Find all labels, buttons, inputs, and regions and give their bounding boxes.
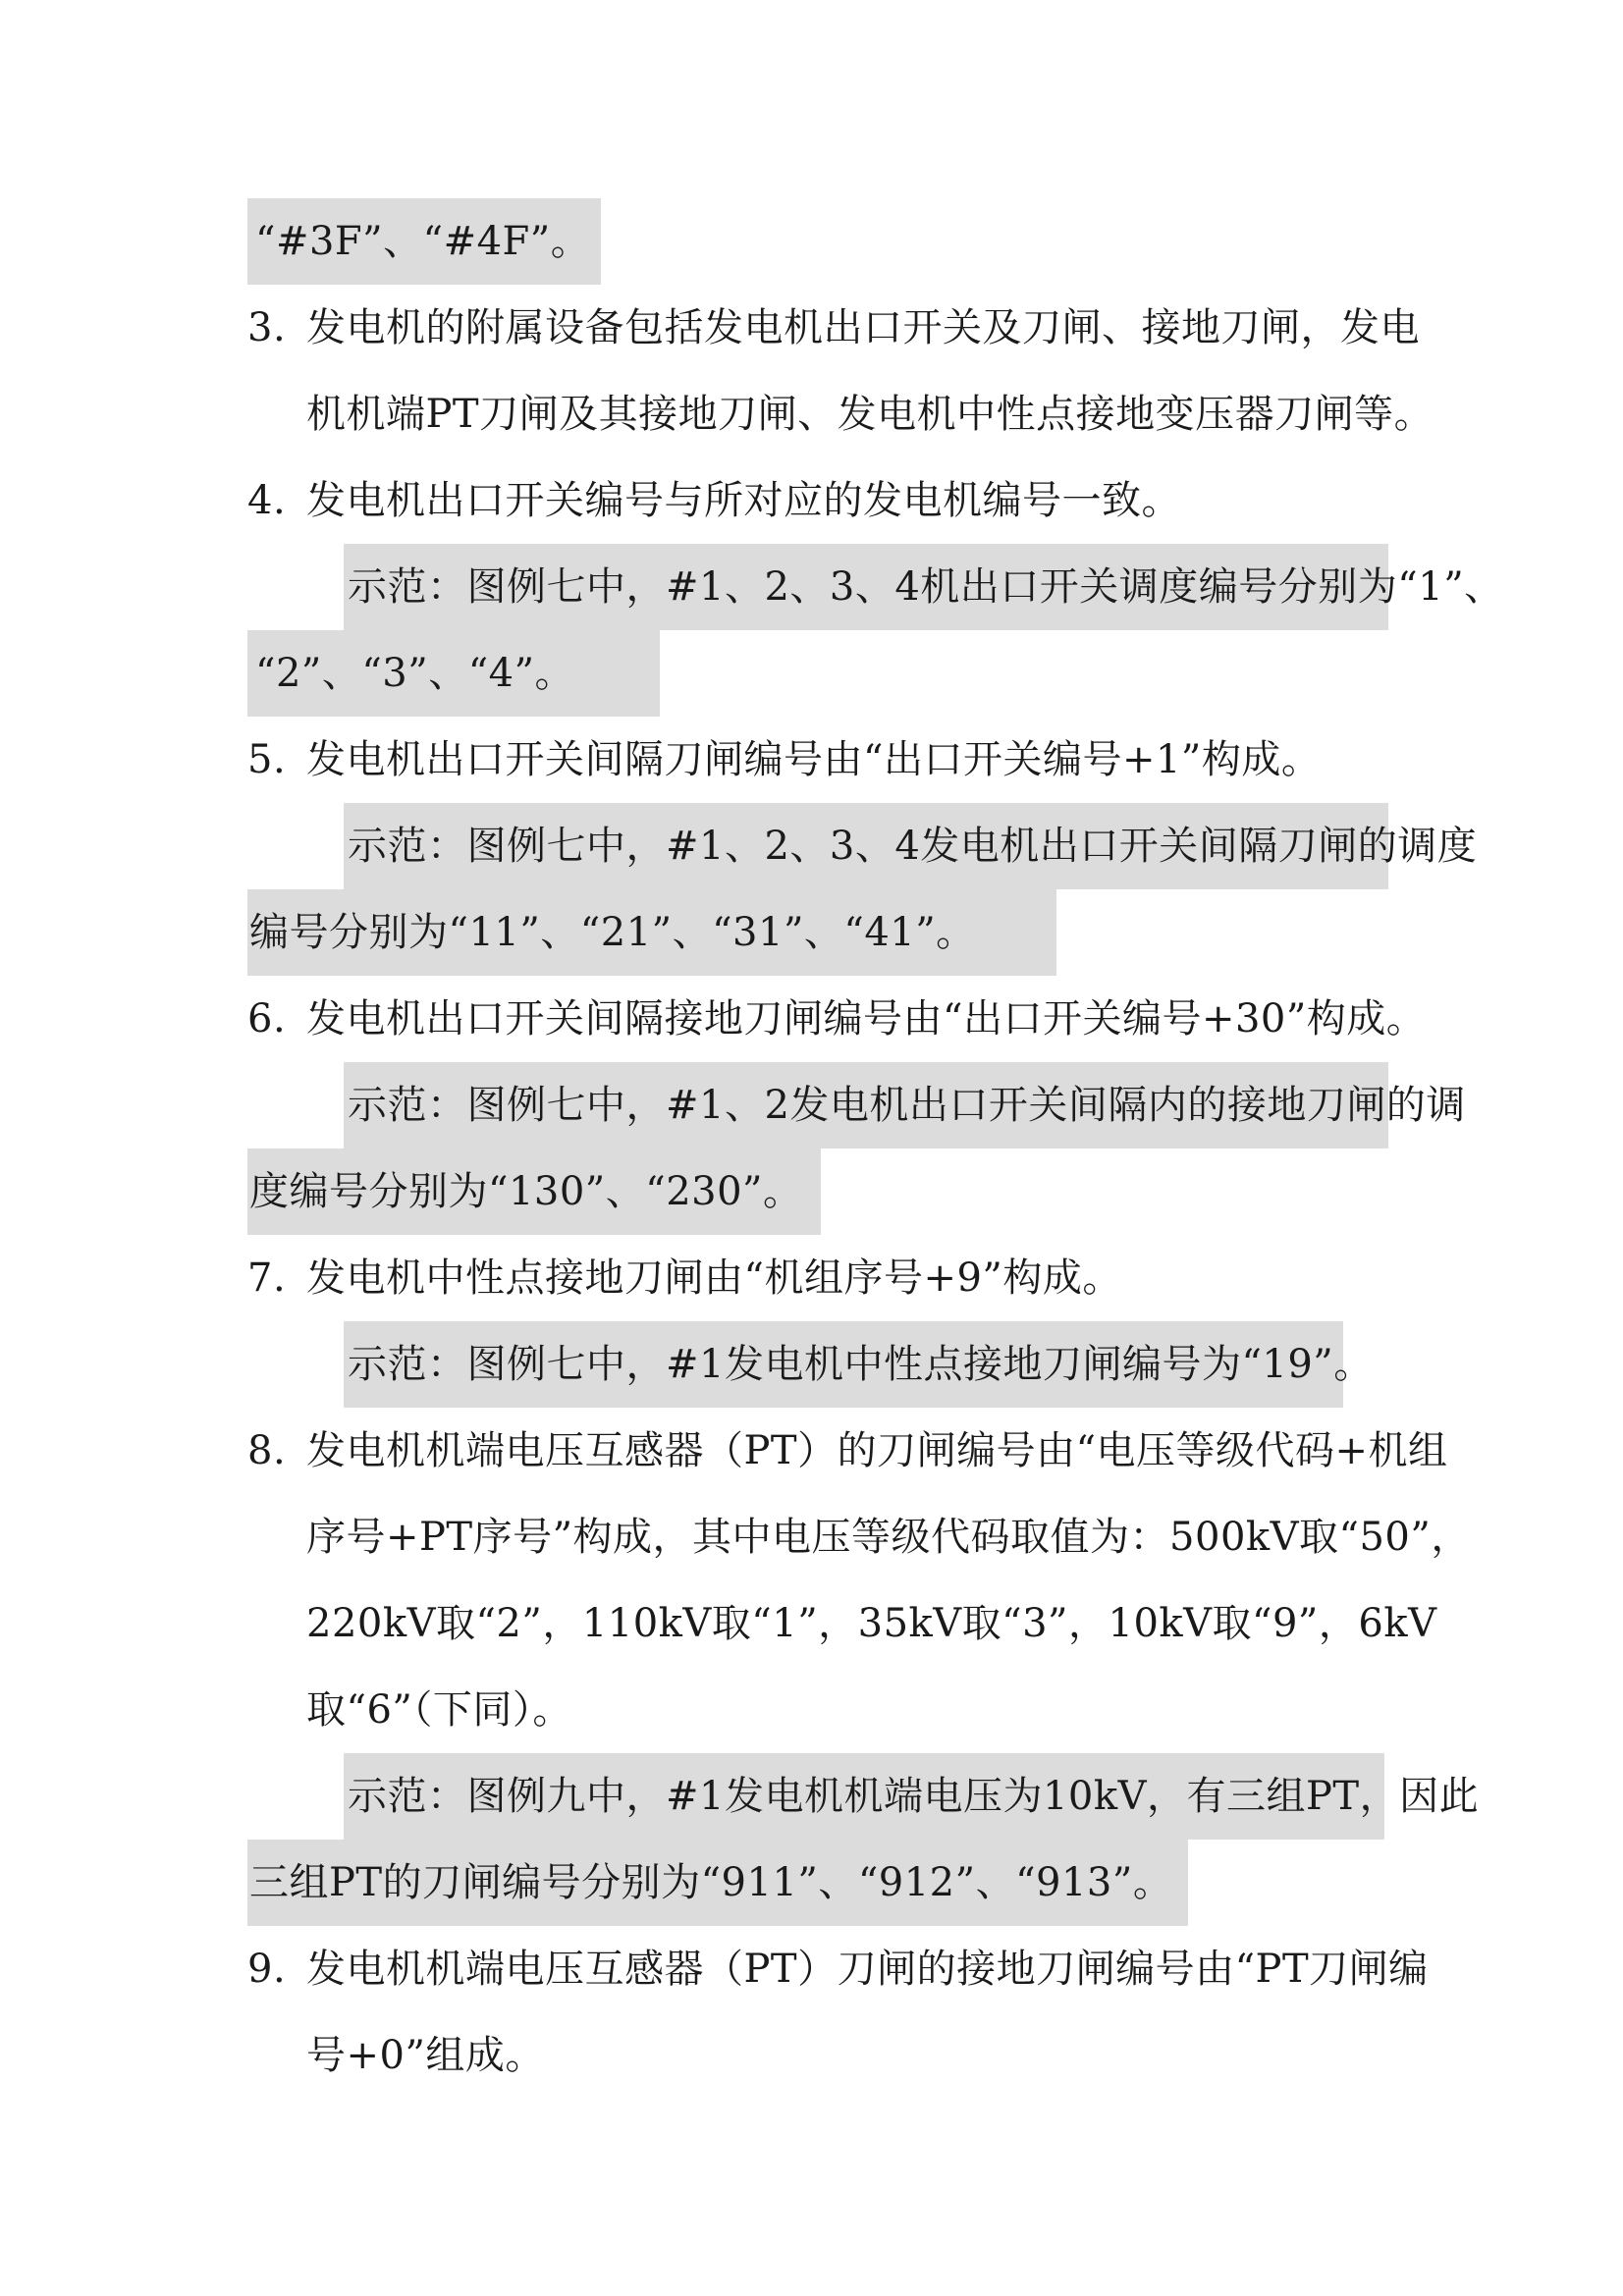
list-item-7: 7. 发电机中性点接地刀闸由“机组序号+9”构成。 — [247, 1255, 1122, 1301]
list-item-4: 4. 发电机出口开关编号与所对应的发电机编号一致。 — [247, 478, 1181, 523]
list-item-8: 8. 发电机机端电压互感器（PT）的刀闸编号由“电压等级代码+机组 — [247, 1428, 1448, 1473]
text-line: 220kV取“2”，110kV取“1”，35kV取“3”，10kV取“9”，6kV — [306, 1601, 1437, 1646]
example-line: 示范：图例七中，#1、2发电机出口开关间隔内的接地刀闸的调 — [344, 1062, 1388, 1148]
example-line: 示范：图例七中，#1、2、3、4机出口开关调度编号分别为“1”、 — [344, 544, 1388, 630]
example-line: 度编号分别为“130”、“230”。 — [247, 1148, 821, 1235]
list-item-6: 6. 发电机出口开关间隔接地刀闸编号由“出口开关编号+30”构成。 — [247, 996, 1427, 1041]
text-line: 取“6”（下同）。 — [306, 1687, 572, 1733]
example-line: “2”、“3”、“4”。 — [247, 630, 660, 717]
example-line: 三组PT的刀闸编号分别为“911”、“912”、“913”。 — [247, 1840, 1188, 1926]
example-line: 示范：图例七中，#1发电机中性点接地刀闸编号为“19”。 — [344, 1321, 1343, 1408]
text-line: “#3F”、“#4F”。 — [247, 198, 601, 285]
text-line: 序号+PT序号”构成，其中电压等级代码取值为：500kV取“50”， — [306, 1515, 1471, 1560]
example-line: 示范：图例九中，#1发电机机端电压为10kV，有三组PT，因此 — [344, 1753, 1384, 1840]
list-item-9: 9. 发电机机端电压互感器（PT）刀闸的接地刀闸编号由“PT刀闸编 — [247, 1947, 1429, 1992]
list-item-5: 5. 发电机出口开关间隔刀闸编号由“出口开关编号+1”构成。 — [247, 737, 1322, 782]
example-line: 示范：图例七中，#1、2、3、4发电机出口开关间隔刀闸的调度 — [344, 803, 1388, 889]
text-line: 号+0”组成。 — [306, 2033, 545, 2078]
list-item-3: 3. 发电机的附属设备包括发电机出口开关及刀闸、接地刀闸，发电 — [247, 305, 1420, 350]
example-line: 编号分别为“11”、“21”、“31”、“41”。 — [247, 889, 1056, 976]
text-line: 机机端PT刀闸及其接地刀闸、发电机中性点接地变压器刀闸等。 — [306, 392, 1434, 437]
